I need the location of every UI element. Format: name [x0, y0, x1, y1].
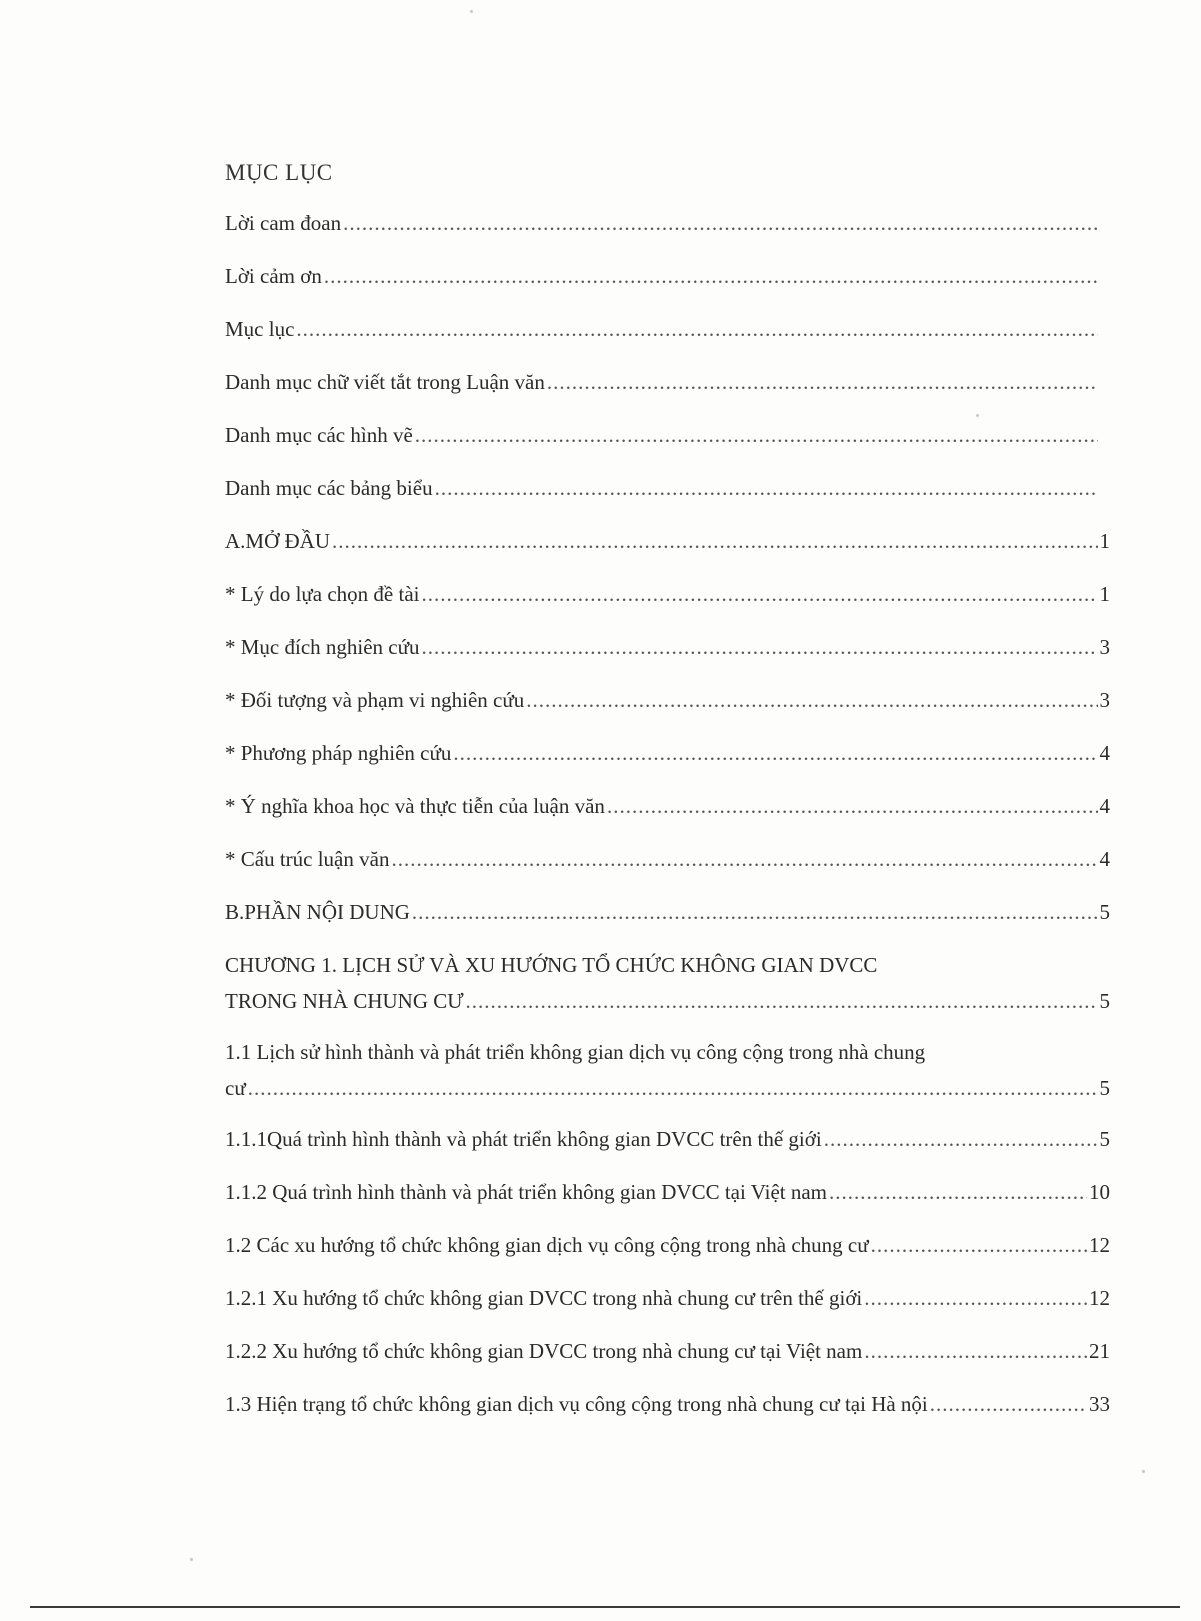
dot-leader: [466, 983, 1098, 1019]
dot-leader: [391, 841, 1097, 877]
toc-entry: [225, 1121, 1110, 1157]
toc-entry-page: 21: [1089, 1339, 1110, 1363]
scan-speck: [470, 10, 473, 13]
dot-leader: [829, 1174, 1087, 1210]
toc-entry-text: * Ý nghĩa khoa học và thực tiễn của luận văn: [225, 794, 605, 818]
toc-entry-page: 12: [1089, 1286, 1110, 1310]
toc-entry-text: * Lý do lựa chọn đề tài: [225, 582, 420, 606]
toc-line: [225, 788, 1110, 824]
dot-leader: [547, 364, 1098, 400]
toc-entry: [225, 258, 1110, 294]
toc-entry-text: cư: [225, 1076, 246, 1100]
scan-speck: [976, 414, 979, 417]
toc-line: [225, 894, 1110, 930]
toc-entry: [225, 947, 1110, 1019]
toc-entry: [225, 1034, 1110, 1106]
toc-entry-first-line: 1.1 Lịch sử hình thành và phát triển không gian dịch vụ công cộng trong nhà chung: [225, 1040, 926, 1064]
toc-entry-page: 5: [1099, 1076, 1110, 1100]
toc-entry-text: Danh mục các hình vẽ: [225, 423, 413, 447]
toc-entry-text: 1.1.2 Quá trình hình thành và phát triển không gian DVCC tại Việt nam: [225, 1180, 828, 1204]
toc-entry-first-line: CHƯƠNG 1. LỊCH SỬ VÀ XU HƯỚNG TỔ CHỨC KHÔNG GIAN DVCC: [225, 953, 878, 977]
toc-entry-text: 1.2.1 Xu hướng tổ chức không gian DVCC trong nhà chung cư trên thế giới: [225, 1286, 863, 1310]
toc-entry-text: Danh mục các bảng biểu: [225, 476, 433, 500]
toc-line: [225, 1386, 1110, 1422]
toc-title: MỤC LỤC: [225, 160, 333, 185]
toc-line: [225, 1174, 1110, 1210]
dot-leader: [607, 788, 1098, 824]
toc-entry: [225, 788, 1110, 824]
toc-entry-text: TRONG NHÀ CHUNG CƯ: [225, 989, 464, 1013]
toc-entry-text: 1.3 Hiện trạng tổ chức không gian dịch vụ công cộng trong nhà chung cư tại Hà nội: [225, 1392, 928, 1416]
toc-entry-page: 5: [1099, 1127, 1110, 1151]
toc-line: [225, 629, 1110, 665]
toc-entry-page: 5: [1099, 989, 1110, 1013]
dot-leader: [864, 1333, 1087, 1369]
dot-leader: [343, 205, 1098, 241]
toc-entry-page: 4: [1099, 741, 1110, 765]
dot-leader: [871, 1227, 1087, 1263]
dot-leader: [422, 629, 1098, 665]
toc-line: [225, 983, 1110, 1019]
bottom-rule: [30, 1606, 1180, 1608]
toc-entry-page: 1: [1099, 582, 1110, 606]
toc-entry: [225, 1386, 1110, 1422]
toc-entry: [225, 629, 1110, 665]
toc-line: [225, 311, 1110, 347]
dot-leader: [422, 576, 1098, 612]
toc-line: [225, 470, 1110, 506]
toc-entry: [225, 682, 1110, 718]
toc-line: [225, 523, 1110, 559]
dot-leader: [453, 735, 1097, 771]
toc-entry-text: * Phương pháp nghiên cứu: [225, 741, 452, 765]
toc-entry: [225, 1280, 1110, 1316]
scan-speck: [190, 1558, 193, 1561]
toc-entry: [225, 735, 1110, 771]
toc-entry-page: 12: [1089, 1233, 1110, 1257]
dot-leader: [864, 1280, 1087, 1316]
toc-entry-text: Mục lục: [225, 317, 295, 341]
dot-leader: [824, 1121, 1098, 1157]
toc-entry-page: 1: [1099, 529, 1110, 553]
toc-entry-text: 1.2.2 Xu hướng tổ chức không gian DVCC trong nhà chung cư tại Việt nam: [225, 1339, 863, 1363]
toc-line: [225, 735, 1110, 771]
toc-entry: [225, 1174, 1110, 1210]
dot-leader: [415, 417, 1098, 453]
dot-leader: [332, 523, 1098, 559]
toc-entry-page: 33: [1089, 1392, 1110, 1416]
toc-entry: [225, 311, 1110, 347]
toc-entry-page: 3: [1099, 688, 1110, 712]
toc-entry-page: 4: [1099, 847, 1110, 871]
toc-entry: [225, 1333, 1110, 1369]
toc-entry: [225, 1227, 1110, 1263]
dot-leader: [526, 682, 1097, 718]
toc-entry: [225, 576, 1110, 612]
toc-entry-text: A.MỞ ĐẦU: [225, 529, 330, 553]
toc-entry: [225, 364, 1110, 400]
scan-speck: [1142, 1470, 1145, 1473]
toc-entry: [225, 523, 1110, 559]
toc-line: [225, 205, 1110, 241]
dot-leader: [930, 1386, 1087, 1422]
dot-leader: [324, 258, 1098, 294]
dot-leader: [435, 470, 1098, 506]
dot-leader: [412, 894, 1098, 930]
toc-line: [225, 417, 1110, 453]
toc-entry-text: Lời cam đoan: [225, 211, 342, 235]
toc-entry-text: 1.1.1Quá trình hình thành và phát triển không gian DVCC trên thế giới: [225, 1127, 822, 1151]
toc-entry-text: Danh mục chữ viết tắt trong Luận văn: [225, 370, 545, 394]
toc-line: [225, 258, 1110, 294]
toc-entry-text: 1.2 Các xu hướng tổ chức không gian dịch vụ công cộng trong nhà chung cư: [225, 1233, 869, 1257]
toc-entry-page: 3: [1099, 635, 1110, 659]
toc-line: [225, 1070, 1110, 1106]
toc-entry: [225, 894, 1110, 930]
toc-line: [225, 1280, 1110, 1316]
toc-line: [225, 364, 1110, 400]
toc-line: [225, 841, 1110, 877]
toc-entry-text: Lời cảm ơn: [225, 264, 322, 288]
toc-entry-text: B.PHẦN NỘI DUNG: [225, 900, 410, 924]
toc-entry: [225, 470, 1110, 506]
toc-entry-page: 4: [1099, 794, 1110, 818]
toc-entry: [225, 841, 1110, 877]
toc-line: [225, 1333, 1110, 1369]
toc-line: [225, 1121, 1110, 1157]
toc-entry-page: 5: [1099, 900, 1110, 924]
toc-entry-page: 10: [1089, 1180, 1110, 1204]
toc-entry-text: * Cấu trúc luận văn: [225, 847, 390, 871]
toc-line: [225, 682, 1110, 718]
dot-leader: [296, 311, 1098, 347]
toc-entry: [225, 417, 1110, 453]
toc-entry-text: * Mục đích nghiên cứu: [225, 635, 420, 659]
toc-entry-text: * Đối tượng và phạm vi nghiên cứu: [225, 688, 525, 712]
toc-entry: [225, 205, 1110, 241]
toc-line: [225, 576, 1110, 612]
toc-line: [225, 1227, 1110, 1263]
dot-leader: [248, 1070, 1098, 1106]
